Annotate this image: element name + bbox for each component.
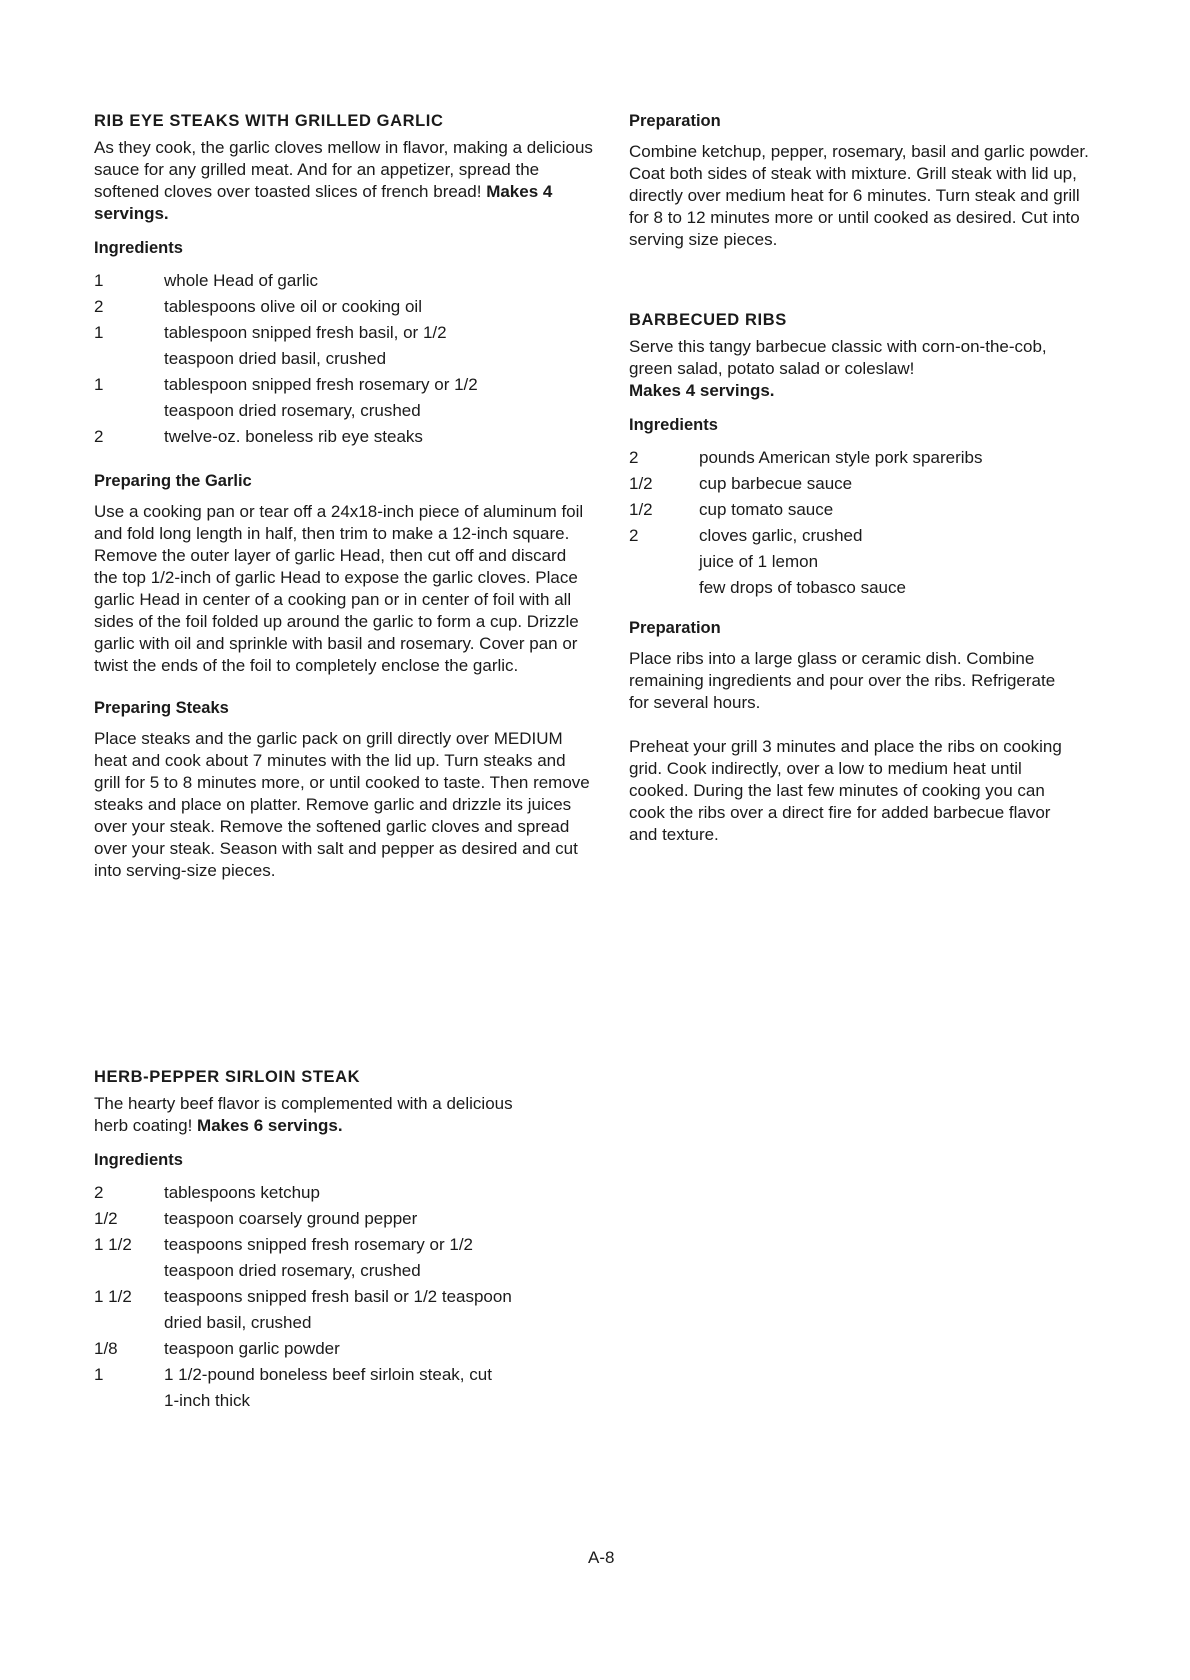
preparation-text: Combine ketchup, pepper, rosemary, basil and garlic powder. Coat both sides of steak with mixture. Grill steak with lid up, directly over medium heat for 6 minutes. Turn steak and grill for 8 to 12 minutes more or until cooked as desired. Cut into serving size pieces. <box>629 142 1089 249</box>
ingredient-text: teaspoon coarsely ground pepper <box>164 1209 418 1228</box>
ingredient-text: twelve-oz. boneless rib eye steaks <box>164 427 423 446</box>
recipe-intro: The hearty beef flavor is complemented with a delicious herb coating! Makes 6 servings. <box>94 1094 513 1135</box>
ingredient-list <box>629 445 1099 601</box>
ingredient-row <box>94 320 594 372</box>
paragraph-spacer <box>629 714 1099 736</box>
ingredient-qty: 1 1/2 <box>94 1287 132 1306</box>
ingredient-text: cloves garlic, crushed <box>699 526 863 545</box>
ingredient-row <box>629 523 1099 549</box>
servings: Makes 4 servings. <box>94 182 553 223</box>
ingredient-row <box>94 372 594 424</box>
ingredient-text: cup tomato sauce <box>699 500 834 519</box>
ingredient-row <box>94 268 594 294</box>
ingredient-qty: 1/2 <box>629 500 653 519</box>
preparation-text-2: Preheat your grill 3 minutes and place the ribs on cooking grid. Cook indirectly, over a low to medium heat until cooked. During the last few minutes of cooking you can cook the ribs over a direct fire for added barbecue flavor and texture. <box>629 737 1062 844</box>
ingredient-text: tablespoon snipped fresh rosemary or 1/2 teaspoon dried rosemary, crushed <box>164 375 478 420</box>
ingredient-qty: 1 <box>94 1365 104 1384</box>
preparing-garlic-heading: Preparing the Garlic <box>94 472 252 490</box>
ingredient-row <box>94 1180 594 1206</box>
servings: Makes 6 servings. <box>197 1116 343 1135</box>
ingredient-qty: 1 <box>94 375 104 394</box>
ingredients-heading: Ingredients <box>94 239 183 257</box>
recipe-intro: As they cook, the garlic cloves mellow in flavor, making a delicious sauce for any grilled meat. And for an appetizer, spread the softened cloves over toasted slices of french bread! Makes 4 servings. <box>94 138 593 223</box>
ingredient-qty <box>629 549 699 575</box>
ingredient-qty: 2 <box>94 427 104 446</box>
ingredients-heading: Ingredients <box>94 1151 183 1169</box>
ingredient-text: 1 1/2-pound boneless beef sirloin steak, cut 1-inch thick <box>164 1365 492 1410</box>
left-column <box>94 112 594 882</box>
ingredient-list <box>94 268 594 450</box>
ingredient-qty: 1/8 <box>94 1339 118 1358</box>
recipe-title: RIB EYE STEAKS WITH GRILLED GARLIC <box>94 112 444 130</box>
ingredient-row <box>629 445 1099 471</box>
ingredient-qty <box>629 575 699 601</box>
ingredient-text: teaspoons snipped fresh rosemary or 1/2 teaspoon dried rosemary, crushed <box>164 1235 474 1280</box>
ingredient-row <box>94 424 594 450</box>
ingredient-row <box>629 471 1099 497</box>
ingredient-text: tablespoons olive oil or cooking oil <box>164 297 422 316</box>
ingredient-row <box>94 1232 594 1284</box>
ingredient-qty: 1/2 <box>629 474 653 493</box>
ingredient-row <box>94 1206 594 1232</box>
ingredient-list <box>94 1180 594 1414</box>
ingredient-text: whole Head of garlic <box>164 271 319 290</box>
servings: Makes 4 servings. <box>629 381 775 400</box>
ingredient-row <box>629 497 1099 523</box>
recipe-title: HERB-PEPPER SIRLOIN STEAK <box>94 1068 361 1086</box>
ingredient-qty: 1 <box>94 271 104 290</box>
ingredient-row <box>94 294 594 320</box>
ingredient-text: juice of 1 lemon <box>699 552 819 571</box>
ingredients-heading: Ingredients <box>629 416 718 434</box>
right-column <box>629 112 1099 846</box>
ingredient-text: cup barbecue sauce <box>699 474 853 493</box>
ingredient-row <box>94 1336 594 1362</box>
preparing-steaks-text: Place steaks and the garlic pack on grill directly over MEDIUM heat and cook about 7 minutes with the lid up. Turn steaks and grill for 5 to 8 minutes more, or until cooked to taste. Then remove steaks and place on platter. Remove garlic and drizzle its juices over your steak. Remove the softened garlic cloves and spread over your steak. Season with salt and pepper as desired and cut into serving-size pieces. <box>94 729 590 880</box>
ingredient-qty: 2 <box>629 448 639 467</box>
ingredient-row <box>94 1362 594 1414</box>
recipe-barbecued-ribs <box>629 311 1099 846</box>
ingredient-qty: 1 1/2 <box>94 1235 132 1254</box>
recipe-herb-pepper <box>94 1068 594 1414</box>
ingredient-text: pounds American style pork spareribs <box>699 448 983 467</box>
ingredient-text: teaspoon garlic powder <box>164 1339 340 1358</box>
page-number: A-8 <box>588 1548 615 1567</box>
ingredient-row <box>629 575 1099 601</box>
ingredient-text: tablespoons ketchup <box>164 1183 320 1202</box>
recipe-title: BARBECUED RIBS <box>629 311 787 329</box>
preparation-heading: Preparation <box>629 112 721 130</box>
preparing-garlic-text: Use a cooking pan or tear off a 24x18-inch piece of aluminum foil and fold long length in half, then trim to make a 12-inch square. Remove the outer layer of garlic Head, then cut off and discard the top 1/2-inch of garlic Head to expose the garlic cloves. Place garlic Head in center of a cooking pan or in center of foil with all sides of the foil folded up around the garlic to form a cup. Drizzle garlic with oil and sprinkle with basil and rosemary. Cover pan or twist the ends of the foil to completely enclose the garlic. <box>94 502 584 675</box>
ingredient-qty: 2 <box>629 526 639 545</box>
section-spacer <box>629 251 1099 311</box>
ingredient-text: tablespoon snipped fresh basil, or 1/2 teaspoon dried basil, crushed <box>164 323 447 368</box>
ingredient-qty: 1/2 <box>94 1209 118 1228</box>
ingredient-row <box>629 549 1099 575</box>
ingredient-qty: 2 <box>94 297 104 316</box>
ingredient-row <box>94 1284 594 1336</box>
preparation-heading: Preparation <box>629 619 721 637</box>
preparation-text-1: Place ribs into a large glass or ceramic dish. Combine remaining ingredients and pour over the ribs. Refrigerate for several hours. <box>629 649 1056 712</box>
ingredient-qty: 1 <box>94 323 104 342</box>
recipe-intro: Serve this tangy barbecue classic with corn-on-the-cob, green salad, potato salad or coleslaw! Makes 4 servings. <box>629 337 1047 400</box>
ingredient-qty: 2 <box>94 1183 104 1202</box>
recipe-rib-eye <box>94 112 594 882</box>
recipe-herb-pepper-preparation <box>629 112 1099 251</box>
ingredient-text: few drops of tobasco sauce <box>699 578 906 597</box>
preparing-steaks-heading: Preparing Steaks <box>94 699 229 717</box>
ingredient-text: teaspoons snipped fresh basil or 1/2 teaspoon dried basil, crushed <box>164 1287 512 1332</box>
